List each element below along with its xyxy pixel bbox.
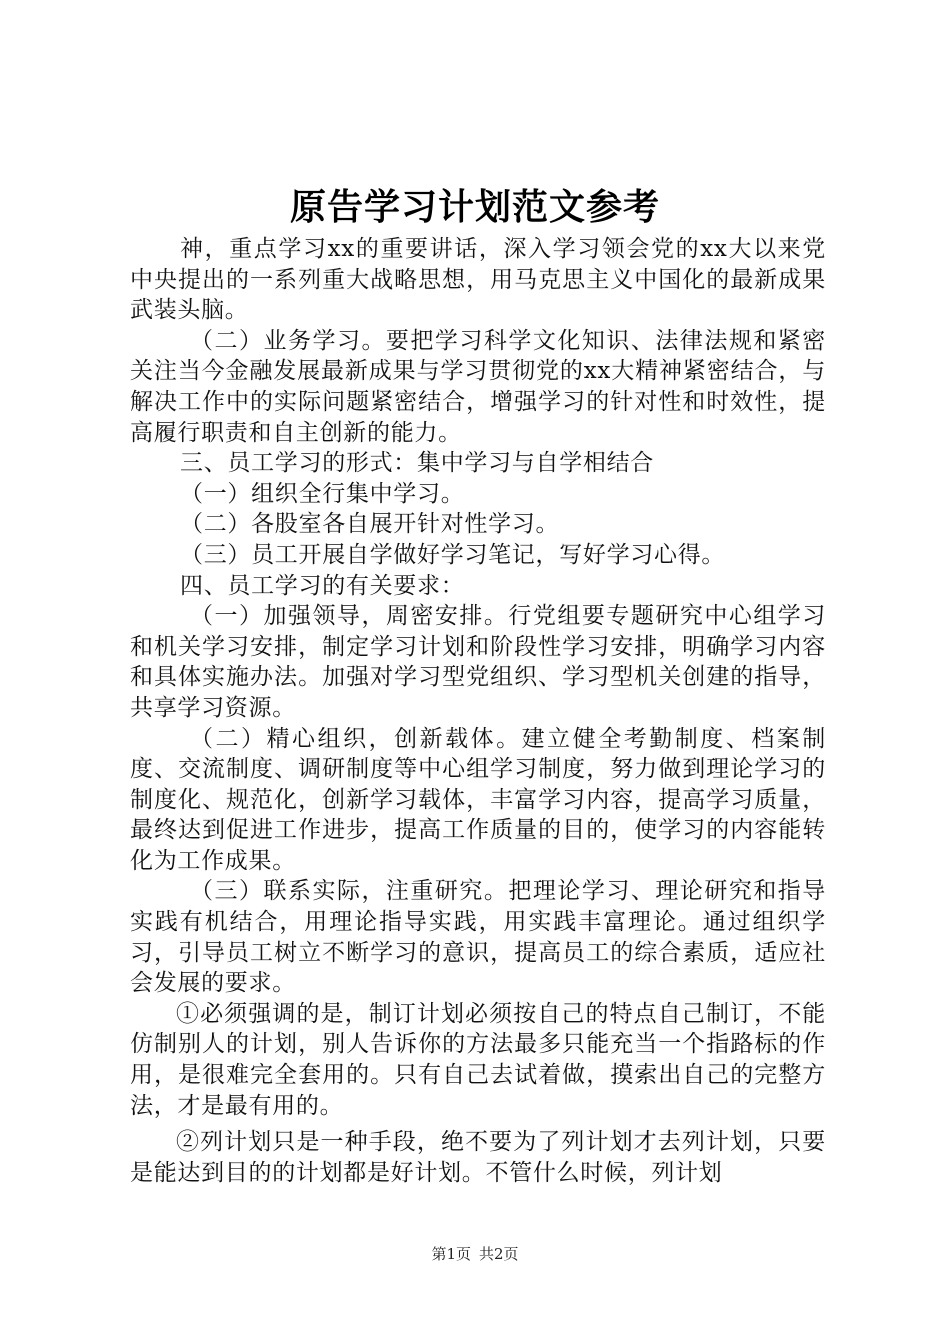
paragraph: 四、员工学习的有关要求： [180,572,465,599]
paragraph: 神，重点学习xx的重要讲话，深入学习领会党的xx大以来党中央提出的一系列重大战略思想，用马克思主义中国化的最新成果武装头脑。 [130,236,826,324]
page-footer [0,1244,950,1264]
paragraph: （二）各股室各自展开针对性学习。 [180,511,560,538]
paragraph: 三、员工学习的形式：集中学习与自学相结合 [180,450,654,477]
paragraph: （一）加强领导，周密安排。行党组要专题研究中心组学习和机关学习安排，制定学习计划和阶段性学习安排，明确学习内容和具体实施办法。加强对学习型党组织、学习型机关创建的指导，共享学习资源。 [130,603,826,721]
paragraph: （三）员工开展自学做好学习笔记，写好学习心得。 [180,541,726,568]
paragraph: ②列计划只是一种手段，绝不要为了列计划才去列计划，只要是能达到目的的计划都是好计划。不管什么时候，列计划 [130,1129,826,1186]
paragraph: ①必须强调的是，制订计划必须按自己的特点自己制订，不能仿制别人的计划，别人告诉你的方法最多只能充当一个指路标的作用，是很难完全套用的。只有自己去试着做，摸索出自己的完整方法，才是最有用的。 [130,1000,826,1119]
paragraph: （二）业务学习。要把学习科学文化知识、法律法规和紧密关注当今金融发展最新成果与学习贯彻党的xx大精神紧密结合，与解决工作中的实际问题紧密结合，增强学习的针对性和时效性，提高履行职责和自主创新的能力。 [130,327,826,446]
paragraph: （二）精心组织，创新载体。建立健全考勤制度、档案制度、交流制度、调研制度等中心组学习制度，努力做到理论学习的制度化、规范化，创新学习载体，丰富学习内容，提高学习质量，最终达到促进工作进步，提高工作质量的目的，使学习的内容能转化为工作成果。 [130,725,826,874]
paragraph: （一）组织全行集中学习。 [180,480,465,507]
paragraph: （三）联系实际，注重研究。把理论学习、理论研究和指导实践有机结合，用理论指导实践，用实践丰富理论。通过组织学习，引导员工树立不断学习的意识，提高员工的综合素质，适应社会发展的要求。 [130,878,826,997]
page-total: 共2页 [479,1245,519,1263]
document-title: 原告学习计划范文参考 [289,187,660,228]
document-body [130,234,826,1188]
page-number: 第1页 [431,1245,471,1263]
